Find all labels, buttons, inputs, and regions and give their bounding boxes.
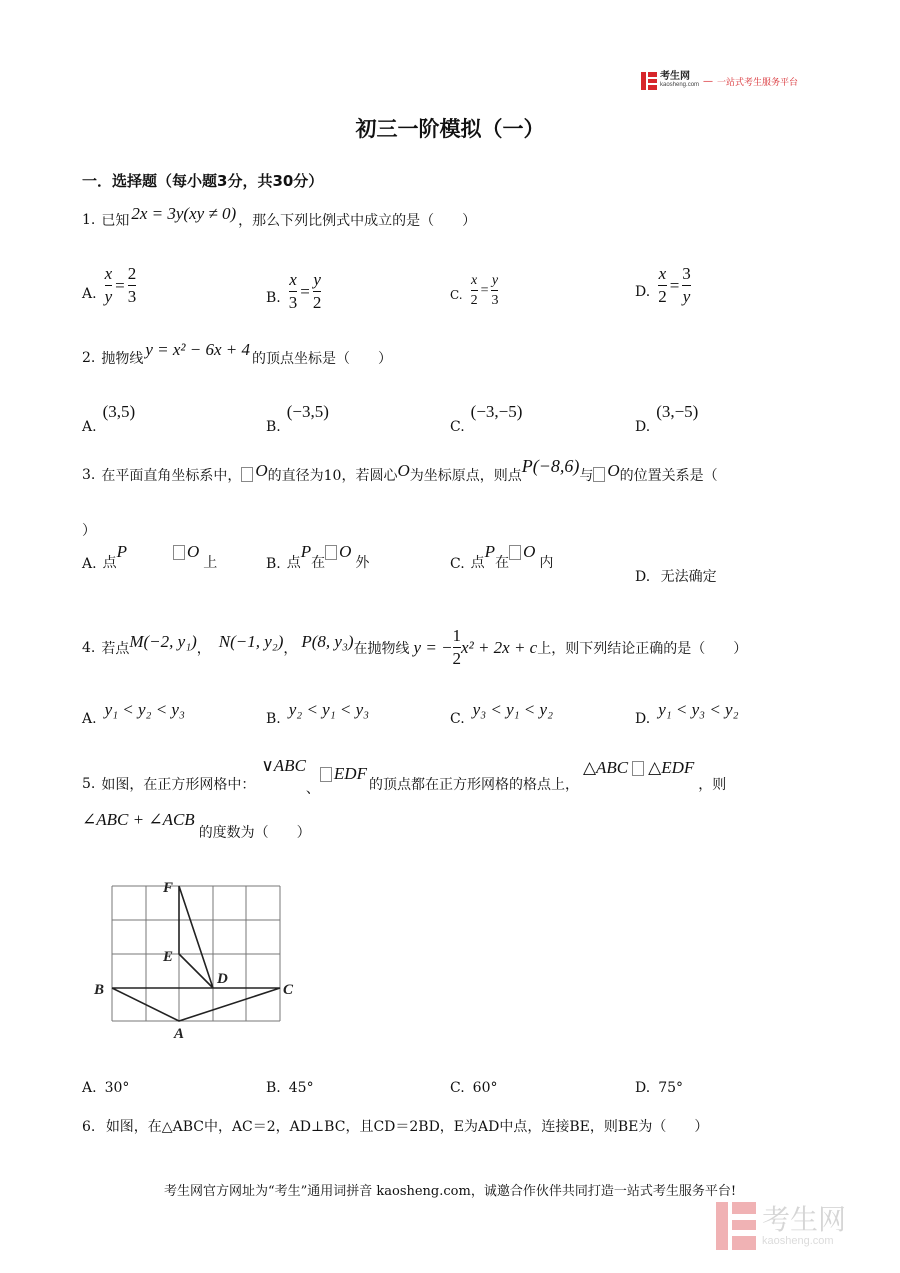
math-expression: ∨ABC — [261, 756, 306, 775]
question-text: ，那么下列比例式中成立的是（ ） — [238, 213, 477, 229]
question-5 — [82, 752, 726, 796]
option-b[interactable] — [266, 542, 370, 572]
math-expression: ∠ABC + ∠ACB — [82, 810, 195, 829]
math-expression: M(−2, y₁) — [129, 631, 197, 651]
option-label: D. — [635, 569, 651, 585]
question-text: 、 — [305, 781, 320, 797]
question-text: 与 — [579, 467, 594, 484]
option-label: B. — [266, 419, 281, 435]
equals-sign: = — [480, 282, 489, 298]
option-d[interactable] — [635, 264, 691, 307]
option-label: B. — [266, 289, 281, 306]
option-b[interactable] — [266, 1080, 314, 1096]
triangle-abc — [112, 988, 280, 1021]
option-value: y₁ < y₃ < y₂ — [658, 700, 739, 719]
question-number: 6. — [82, 1119, 96, 1135]
watermark — [716, 1202, 846, 1250]
option-d[interactable] — [635, 566, 717, 586]
option-label: A. — [82, 1080, 97, 1096]
equals-sign: = — [669, 275, 680, 295]
option-text: 点 — [286, 555, 301, 571]
option-value: 45° — [288, 1080, 314, 1096]
option-c[interactable] — [450, 1080, 498, 1096]
question-text: ， — [196, 640, 211, 657]
question-number: 3. — [82, 466, 96, 483]
fraction: $\frac{1}{2}$ — [452, 626, 462, 668]
option-value: (3,5) — [102, 402, 136, 421]
option-label: D. — [635, 1080, 651, 1096]
option-value: (−3,5) — [286, 402, 329, 421]
option-label: A. — [82, 285, 97, 302]
option-text: 上 — [203, 555, 218, 571]
math-expression: y = x² − 6x + 4 — [145, 340, 251, 359]
circle-symbol-icon — [325, 545, 337, 560]
question-6 — [82, 1116, 708, 1136]
math-expression: N(−1, y₂) — [218, 631, 284, 651]
option-a[interactable] — [82, 264, 136, 307]
footer-text: 考生网官方网址为“考生”通用词拼音 kaosheng.com，诚邀合作伙伴共同打造一站式考生服务平台! — [163, 1184, 737, 1199]
question-text: 如图，在正方形网格中： — [101, 777, 256, 793]
question-number: 4. — [82, 639, 96, 656]
logo-slogan: 一站式考生服务平台 — [717, 77, 799, 88]
math-symbol: O — [397, 460, 410, 480]
triangle-edf — [179, 886, 213, 988]
option-value: 30° — [104, 1080, 130, 1096]
option-value: y₂ < y₁ < y₃ — [288, 700, 370, 719]
question-text: ，则 — [698, 777, 727, 793]
option-label: B. — [266, 1080, 281, 1096]
question-text: 上，则下列结论正确的是（ ） — [537, 640, 748, 657]
question-number: 1. — [82, 212, 96, 228]
math-symbol: O — [255, 460, 268, 480]
option-text: 在 — [311, 555, 326, 571]
question-text: 的直径为10，若圆心 — [267, 467, 398, 484]
fraction: $\frac{x}{2}$ — [470, 273, 478, 308]
option-d[interactable] — [635, 700, 739, 727]
point-label-c: C — [283, 982, 294, 998]
option-a[interactable] — [82, 542, 218, 572]
question-text: 的度数为（ ） — [198, 825, 311, 841]
grid-figure — [86, 872, 306, 1044]
point-label-d: D — [217, 971, 228, 987]
option-label: C. — [450, 287, 463, 302]
similar-symbol-icon — [632, 761, 644, 776]
question-5-line-2 — [82, 810, 311, 842]
math-expression: P(−8,6) — [521, 456, 580, 476]
question-number: 2. — [82, 350, 96, 366]
math-expression: EDF — [333, 764, 367, 783]
question-number: 5. — [82, 776, 96, 792]
option-value: 75° — [658, 1080, 684, 1096]
question-text: ， — [283, 640, 298, 657]
option-b[interactable] — [266, 700, 370, 727]
circle-symbol-icon — [241, 467, 253, 482]
question-text: 在抛物线 — [353, 640, 410, 657]
math-symbol: O — [523, 542, 536, 561]
option-label: C. — [450, 556, 465, 572]
math-expression: 2x = 3y(xy ≠ 0) — [131, 204, 237, 223]
math-expression: △EDF — [648, 758, 695, 777]
point-label-b: B — [94, 982, 105, 998]
option-a[interactable] — [82, 402, 136, 435]
question-text: 的位置关系是（ — [619, 467, 718, 484]
circle-symbol-icon — [173, 545, 185, 560]
math-symbol: P — [484, 542, 496, 561]
question-text: 为坐标原点，则点 — [409, 467, 522, 484]
math-expression: y = − — [413, 637, 453, 657]
option-label: A. — [82, 419, 97, 435]
section-heading: 一．选择题（每小题3分，共30分） — [82, 172, 324, 190]
fraction: $\frac{2}{3}$ — [127, 264, 137, 306]
point-label-a: A — [174, 1026, 185, 1042]
equals-sign: = — [115, 275, 125, 295]
page-title: 初三一阶模拟（一） — [355, 117, 545, 141]
circle-symbol-icon — [593, 467, 605, 482]
circle-symbol-icon — [509, 545, 521, 560]
option-label: A. — [82, 556, 97, 572]
math-expression: △ABC — [582, 758, 629, 777]
question-3 — [82, 456, 718, 485]
option-text: 点 — [102, 555, 117, 571]
option-value: (−3,−5) — [470, 402, 523, 421]
option-c[interactable] — [450, 272, 498, 309]
option-value: y₃ < y₁ < y₂ — [472, 700, 553, 719]
math-symbol: P — [116, 542, 127, 561]
question-text: 的顶点都在正方形网格的格点上， — [368, 777, 579, 793]
watermark-domain: kaosheng.com — [762, 1235, 834, 1247]
header-logo[interactable] — [641, 72, 798, 90]
option-c[interactable] — [450, 542, 554, 572]
option-text: 无法确定 — [660, 569, 717, 585]
question-text: ） — [82, 523, 96, 539]
option-d[interactable] — [635, 1080, 683, 1096]
option-c[interactable] — [450, 700, 553, 727]
logo-divider: — — [703, 75, 714, 87]
kaosheng-logo-icon — [641, 72, 657, 90]
equals-sign: = — [300, 281, 310, 301]
watermark-name: 考生网 — [762, 1203, 847, 1236]
fraction: $\frac{3}{y}$ — [682, 264, 691, 306]
option-label: C. — [450, 711, 465, 727]
fraction: $\frac{x}{3}$ — [288, 270, 298, 312]
question-2 — [82, 340, 393, 368]
question-1 — [82, 204, 477, 230]
logo-name: 考生网 — [660, 71, 690, 82]
option-value: (3,−5) — [656, 402, 699, 421]
option-label: B. — [266, 556, 281, 572]
math-symbol: O — [607, 460, 620, 480]
option-label: D. — [635, 419, 651, 435]
math-expression: x² + 2x + c — [461, 637, 538, 657]
fraction: $\frac{x}{y}$ — [104, 264, 113, 306]
math-expression: P(8, y₃) — [301, 631, 354, 651]
logo-domain: kaosheng.com — [660, 82, 700, 88]
question-text: 抛物线 — [101, 351, 144, 367]
option-text: 在 — [495, 555, 510, 571]
question-text: 的顶点坐标是（ ） — [252, 351, 393, 367]
fraction: $\frac{x}{2}$ — [658, 264, 667, 306]
option-value: y₁ < y₂ < y₃ — [104, 700, 185, 719]
option-c[interactable] — [450, 402, 523, 435]
math-symbol: P — [300, 542, 312, 561]
question-text: 在平面直角坐标系中， — [101, 467, 242, 484]
option-text: 点 — [470, 555, 485, 571]
option-label: D. — [635, 711, 651, 727]
option-label: C. — [450, 1080, 465, 1096]
point-label-f: F — [163, 880, 174, 896]
option-label: D. — [635, 283, 651, 300]
option-b[interactable] — [266, 270, 321, 313]
option-value: 60° — [472, 1080, 498, 1096]
question-text: 已知 — [101, 213, 130, 229]
option-label: B. — [266, 711, 281, 727]
option-b[interactable] — [266, 402, 329, 435]
option-a[interactable] — [82, 1080, 129, 1096]
question-text: 若点 — [101, 640, 130, 657]
option-label: A. — [82, 711, 97, 727]
triangle-symbol-icon — [320, 767, 332, 782]
option-label: C. — [450, 419, 465, 435]
option-text: 内 — [539, 555, 554, 571]
fraction: $\frac{y}{2}$ — [312, 270, 322, 312]
math-symbol: O — [339, 542, 352, 561]
math-symbol: O — [186, 542, 200, 561]
question-4 — [82, 626, 747, 669]
fraction: $\frac{y}{3}$ — [491, 273, 499, 308]
question-text: 如图，在△ABC中，AC＝2，AD⊥BC，且CD＝2BD，E为AD中点，连接BE，则BE为（ ） — [105, 1119, 709, 1135]
option-a[interactable] — [82, 700, 185, 727]
point-label-e: E — [163, 949, 174, 965]
option-d[interactable] — [635, 402, 699, 435]
kaosheng-watermark-icon — [716, 1202, 756, 1250]
option-text: 外 — [355, 555, 370, 571]
